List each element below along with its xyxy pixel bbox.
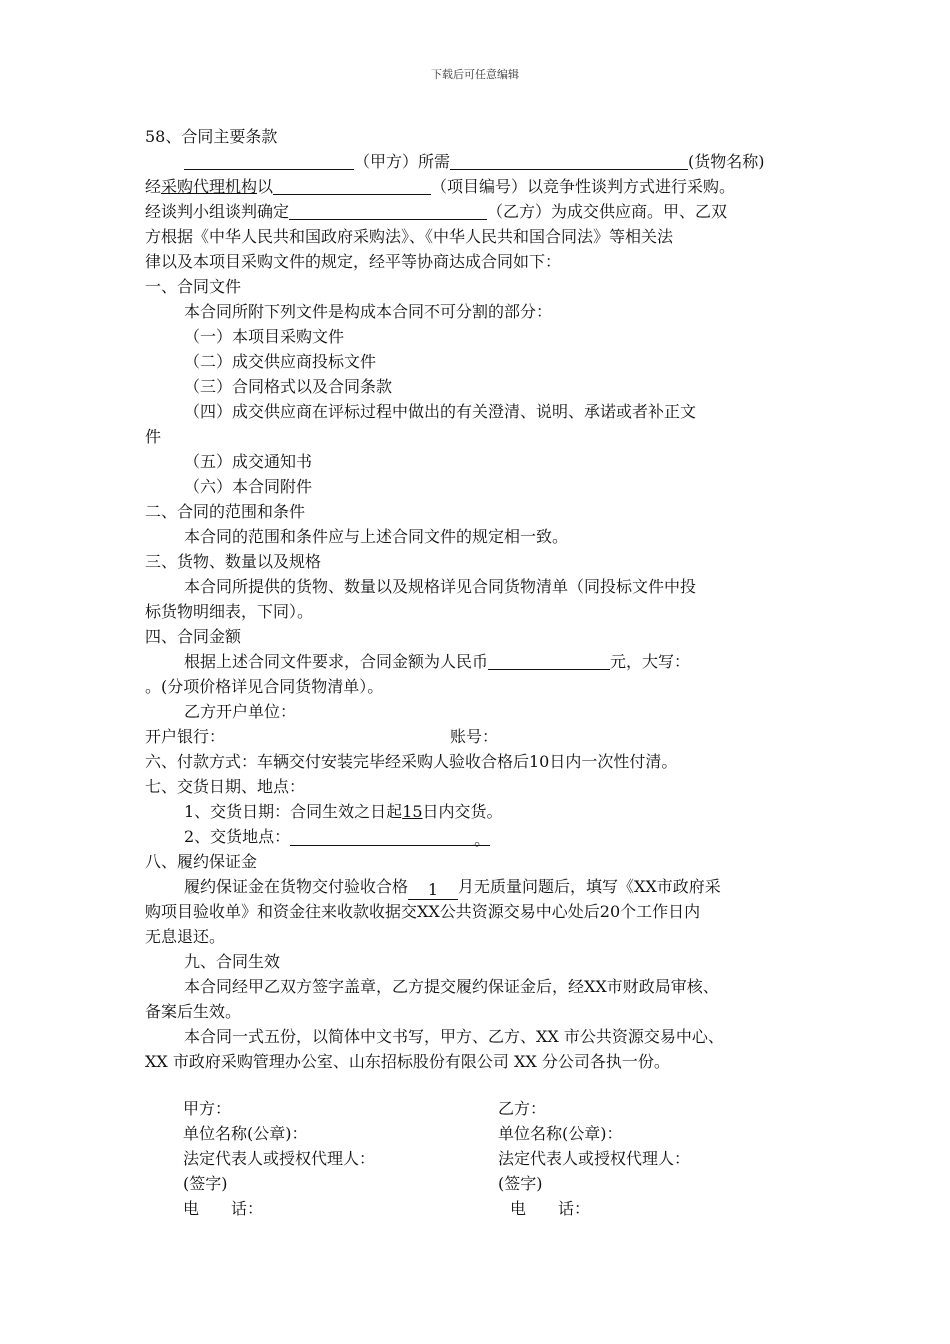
- text: 根据上述合同文件要求，合同金额为人民币: [184, 652, 489, 671]
- paragraph: 本合同所提供的货物、数量以及规格详见合同货物清单（同投标文件中投: [184, 577, 697, 596]
- section-heading: 六、付款方式：车辆交付安装完毕经采购人验收合格后10日内一次性付清。: [145, 752, 678, 771]
- text: 月无质量问题后，填写《XX市政府采: [458, 877, 721, 896]
- list-item: （二）成交供应商投标文件: [184, 352, 377, 371]
- paragraph: 本合同的范围和条件应与上述合同文件的规定相一致。: [184, 527, 569, 546]
- intro-line-3: [145, 199, 805, 224]
- party-b-signature: (签字): [498, 1174, 543, 1193]
- list-item: （三）合同格式以及合同条款: [184, 377, 393, 396]
- section-heading: 二、合同的范围和条件: [145, 502, 306, 521]
- bank-label: 开户银行：: [145, 727, 226, 746]
- months-value: 1: [408, 881, 458, 900]
- paragraph: 本合同经甲乙双方签字盖章，乙方提交履约保证金后，经XX市财政局审核、: [184, 977, 719, 996]
- text: 元，大写：: [610, 652, 691, 671]
- intro-line-5: 律以及本项目采购文件的规定，经平等协商达成合同如下：: [145, 252, 562, 271]
- list-item: （四）成交供应商在评标过程中做出的有关澄清、说明、承诺或者补正文: [184, 402, 697, 421]
- agency-text: 采购代理机构: [161, 177, 258, 196]
- party-b-blank: [289, 201, 487, 220]
- amount-blank: [488, 651, 610, 670]
- list-item: （一）本项目采购文件: [184, 327, 345, 346]
- paragraph: 备案后生效。: [145, 1002, 242, 1021]
- project-number-blank: [273, 176, 431, 195]
- section-heading: 九、合同生效: [184, 952, 281, 971]
- text: 2、交货地点：: [184, 827, 291, 846]
- section-heading: 三、货物、数量以及规格: [145, 552, 322, 571]
- party-a-phone: 电 话：: [183, 1199, 264, 1218]
- text: （甲方）所需: [354, 152, 451, 171]
- party-b-rep: 法定代表人或授权代理人：: [498, 1149, 691, 1168]
- section-heading: 四、合同金额: [145, 627, 242, 646]
- paragraph: 无息退还。: [145, 927, 226, 946]
- paragraph: 。(分项价格详见合同货物清单）。: [145, 677, 384, 696]
- section-title: 58、合同主要条款: [145, 127, 278, 146]
- section-heading: 一、合同文件: [145, 277, 242, 296]
- place-blank: [290, 827, 491, 849]
- deposit-line: [145, 874, 805, 899]
- list-item: （五）成交通知书: [184, 452, 313, 471]
- party-a-rep: 法定代表人或授权代理人：: [183, 1149, 376, 1168]
- goods-blank: [450, 151, 688, 170]
- party-b-unit: 单位名称(公章)：: [498, 1124, 623, 1143]
- account-label: 账号：: [450, 727, 499, 746]
- intro-line-4: 方根据《中华人民共和国政府采购法》、《中华人民共和国合同法》等相关法: [145, 227, 674, 246]
- paragraph: 标货物明细表，下同）。: [145, 602, 314, 621]
- intro-line-1: [145, 149, 805, 174]
- text: 1、交货日期：合同生效之日起: [184, 802, 403, 821]
- party-b-label: 乙方：: [498, 1099, 547, 1118]
- delivery-place: [145, 824, 805, 849]
- party-b-phone: 电 话：: [510, 1199, 591, 1218]
- text: 履约保证金在货物交付验收合格: [184, 877, 409, 896]
- intro-line-2: [145, 174, 805, 199]
- text: （乙方）为成交供应商。甲、乙双: [487, 202, 728, 221]
- days-value: 15: [402, 802, 423, 821]
- paragraph: XX 市政府采购管理办公室、山东招标股份有限公司 XX 分公司各执一份。: [145, 1052, 670, 1071]
- text: 经谈判小组谈判确定: [145, 202, 290, 221]
- party-a-label: 甲方：: [183, 1099, 232, 1118]
- list-item: （六）本合同附件: [184, 477, 313, 496]
- section-heading: 八、履约保证金: [145, 852, 258, 871]
- bank-line: [145, 724, 805, 749]
- party-a-signature: (签字): [183, 1174, 228, 1193]
- contract-body: [145, 124, 805, 1074]
- paragraph: 本合同所附下列文件是构成本合同不可分割的部分：: [184, 302, 553, 321]
- party-a-blank: [184, 151, 354, 170]
- text: （项目编号）以竞争性谈判方式进行采购。: [431, 177, 736, 196]
- text: (货物名称): [688, 152, 765, 171]
- text: 日内交货。: [422, 802, 503, 821]
- payee-unit: 乙方开户单位：: [184, 702, 297, 721]
- page-header: 下载后可任意编辑: [431, 68, 519, 81]
- paragraph: 购项目验收单》和资金往来收款收据交XX公共资源交易中心处后20个工作日内: [145, 902, 701, 921]
- text: 经: [145, 177, 162, 196]
- text: 以: [257, 177, 274, 196]
- party-a-unit: 单位名称(公章)：: [183, 1124, 308, 1143]
- section-heading: 七、交货日期、地点：: [145, 777, 306, 796]
- amount-line: [145, 649, 805, 674]
- list-item-continuation: 件: [145, 427, 162, 446]
- paragraph: 本合同一式五份，以简体中文书写，甲方、乙方、XX 市公共资源交易中心、: [184, 1027, 724, 1046]
- text: 。: [474, 830, 491, 849]
- delivery-date: [145, 799, 805, 824]
